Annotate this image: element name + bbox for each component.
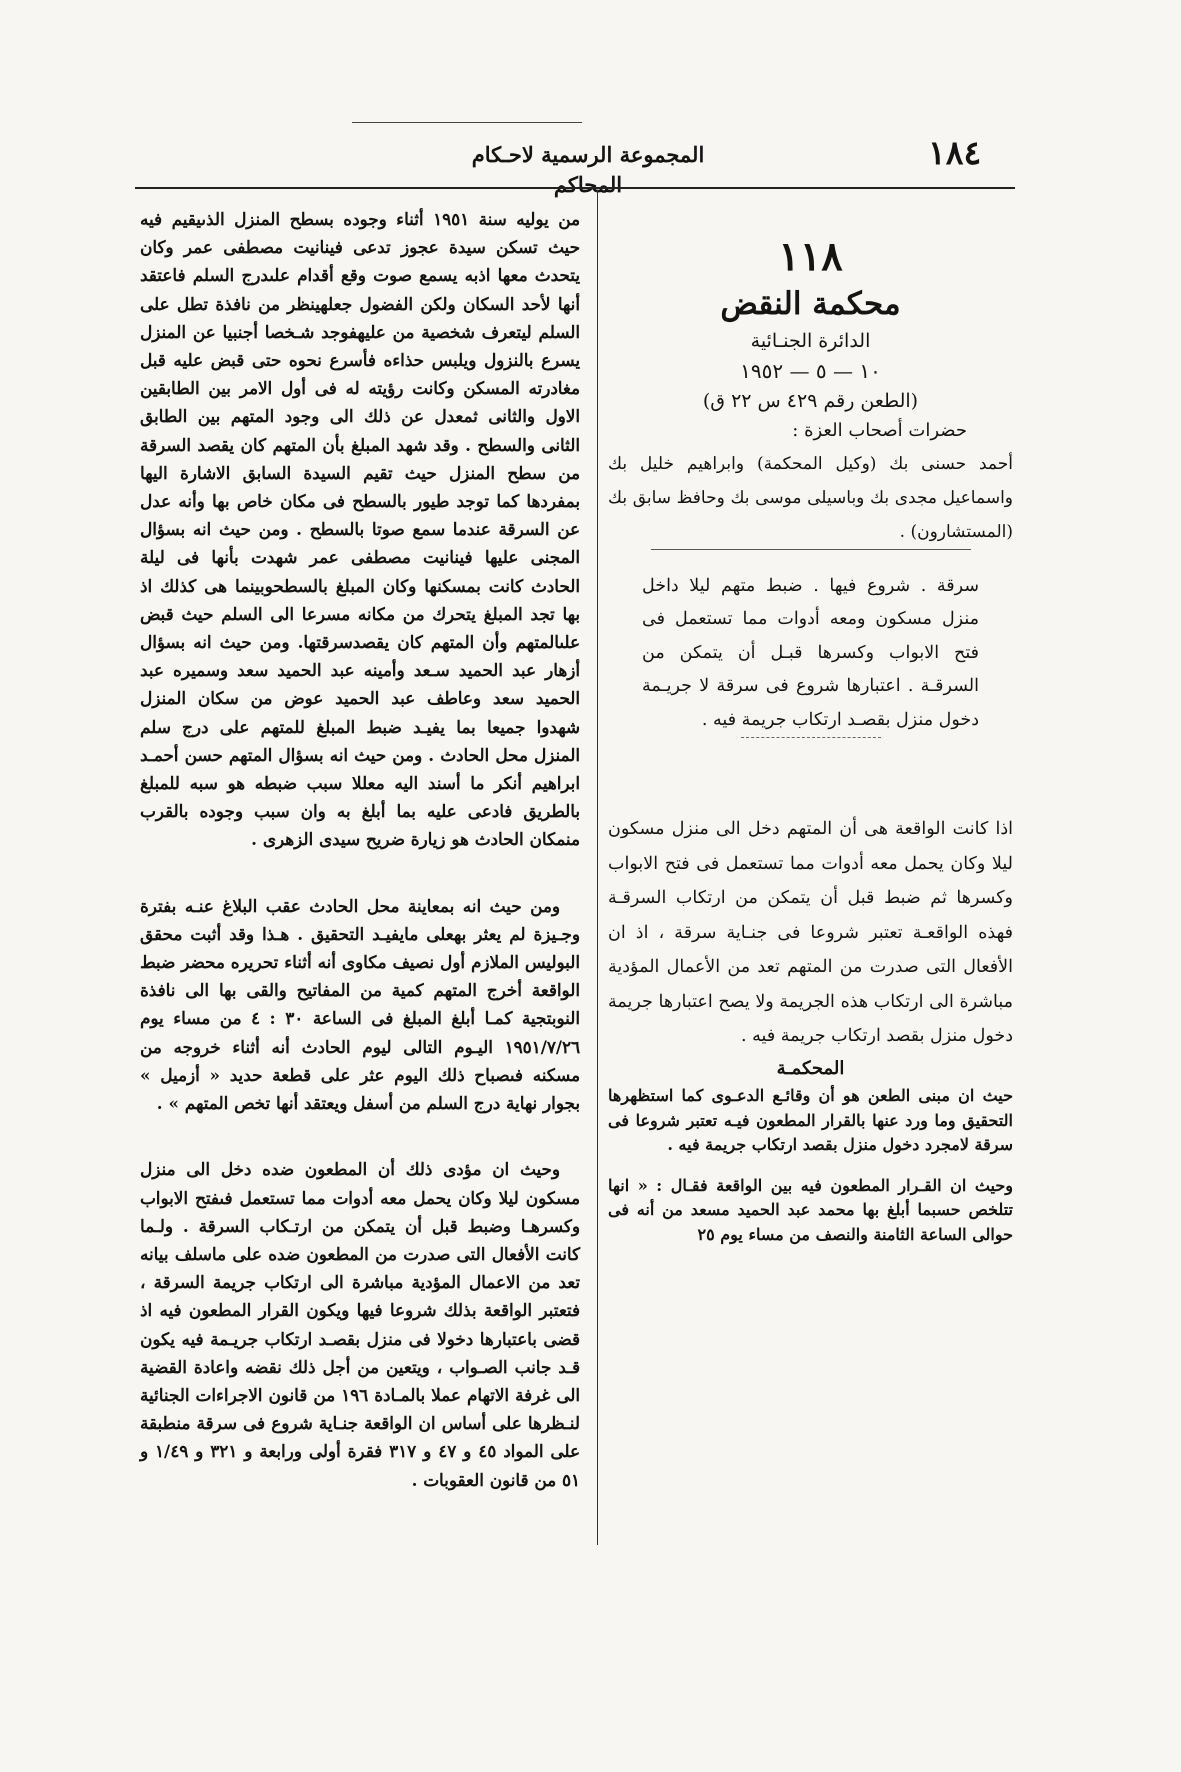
body-paragraph: وحيث ان مؤدى ذلك أن المطعون ضده دخل الى منزل مسكون ليلا وكان يحمل معه أدوات مما تستعمل فىفتح الابواب وكسرهـا وضبط قبل أن يتمكن من ارتـكاب السرقة . ولـما كانت الأفعال التى صدرت من المطعون ضده على ماسلف بيانه تعد من الاعمال المؤدية مباشرة الى ارتكاب جريمة السرقة ، فتعتبر الواقعة بذلك شروعا فيها ويكون القرار المطعون فيه اذ قضى باعتبارها دخولا فى منزل بقصـد ارتكاب جريـمة فيه يكون قـد جانب الصـواب ، ويتعين من أجل ذلك نقضه واعادة القضية الى غرفة الاتهام عملا بالمـادة ١٩٦ من قانون الاجراءات الجنائية لنـظرها على أساس ان الواقعة جنـاية شروع فى سرقة منطبقة على المواد ٤٥ و ٤٧ و ٣١٧ فقرة أولى ورابعة و ٣٢١ و ١/٤٩ و ٥١ من قانون العقوبات .: [140, 1159, 580, 1490]
separator-rule: [651, 549, 971, 550]
session-date: ١٠ — ٥ — ١٩٥٢: [740, 359, 881, 383]
page-number: ١٨٤: [928, 133, 982, 172]
right-column: [608, 232, 1013, 1263]
facts-paragraph: اذا كانت الواقعة هى أن المتهم دخل الى منزل مسكون ليلا وكان يحمل معه أدوات مما تستعمل فى فتح الابواب وكسرها ثم ضبط قبل أن يتمكن من ارتكاب السرقـة فهذه الواقعـة تعتبر شروعا فى جنـاية سرقة ، اذ ان الأفعال التى صدرت من المتهم تعد من الأعمال المؤدية مباشرة الى ارتكاب هذه الجريمة ولا يصح اعتبارها جريمة دخول منزل بقصد ارتكاب جريمة فيه .: [608, 819, 1013, 1046]
body-paragraph: ومن حيث انه بمعاينة محل الحادث عقب البلاغ عنـه بفترة وجـيزة لم يعثر بهعلى مايفيـد التحقيق . هـذا وقد أثبت محقق البوليس الملازم أول نصيف مكاوى أنه أثناء تحريره محضر ضبط الواقعة أخرج المتهم كمية من المفاتيح والقى بها الى نافذة النوبتجية كمـا أبلغ المبلغ فى الساعة ٣٠ : ٤ من مساء يوم ١٩٥١/٧/٢٦ اليـوم التالى ليوم الحادث أنه أثناء خروجه من مسكنه فىصباح ذلك اليوم عثر على قطعة حديد « أزميل » بجوار نهاية درج السلم من أسفل ويعتقد أنها تخص المتهم » .: [140, 895, 580, 1114]
column-divider: [597, 190, 598, 1545]
reasoning-block: [608, 1084, 1013, 1247]
section-title: المحكمـة: [776, 1057, 845, 1079]
headnote: سرقة . شروع فيها . ضبط متهم ليلا داخل منزل مسكون ومعه أدوات مما تستعمل فى فتح الابواب وكسرها قبـل أن يتمكن من السرقـة . اعتبارها شروع فى سرقة لا جريـمة دخول منزل بقصـد ارتكاب جريمة فيه .: [642, 575, 979, 730]
header-rule: [135, 187, 1015, 189]
top-rule: [352, 122, 582, 123]
appeal-number: (الطعن رقم ٤٢٩ س ٢٢ ق): [702, 390, 919, 412]
body-paragraph: من يوليه سنة ١٩٥١ أثناء وجوده بسطح المنزل الذىيقيم فيه حيث تسكن سيدة عجوز تدعى فينانيت مصطفى عمر وكان يتحدث معها اذبه يسمع صوت وقع أقدام علىدرج السلم فاعتقد أنها لأحد السكان ولكن الفضول جعلهينظر من نافذة تطل على السلم ليتعرف شخصية من عليهفوجد شـخصا أجنبيا عن المنزل يسرع بالنزول ويلبس حذاءه فأسرع نحوه حتى قبض عليه قبل مغادرته المسكن وكانت رؤيته له فى أول الامر بين الطابقين الاول والثانى ثمعدل عن ذلك الى وجود المتهم بين الطابق الثانى والسطح . وقد شهد المبلغ بأن المتهم كان يقصد السرقة من سطح المنزل حيث تقيم السيدة السابق الاشارة اليها بمفردها كما توجد طيور بالسطح فى مكان خاص بها وأنه عدل عن السرقة عندما سمع صوتا بالسطح . ومن حيث انه بسؤال المجنى عليها فينانيت مصطفى عمر شهدت بأنها فى ليلة الحادث كانت بمسكنها وكان المبلغ بالسطحوبينما هى كذلك اذ بها تجد المبلغ يتحرك من مكانه مسرعا الى السلم حيث قبض علىالمتهم وأن المتهم كان يقصدسرقتها. ومن حيث انه بسؤال أزهار عبد الحميد سـعد وأمينه عبد الحميد سعد وسميره عبد الحميد سعد وعاطف عبد الحميد عوض من سكان المنزل شهدوا جميعا بما يفيـد ضبط المبلغ للمتهم على درج سلم المنزل محل الحادث . ومن حيث انه بسؤال المتهم حسن أحمـد ابراهيم أنكر ما أسند اليه معللا سبب ضبطه هو سبه للمبلغ بالطريق فادعى عليه بما أبلغ به وان سبب وجوده بالقرب منمكان الحادث هو زيارة ضريح سيدى الزهرى .: [140, 209, 580, 850]
judges-list: أحمد حسنى بك (وكيل المحكمة) وابراهيم خليل بك واسماعيل مجدى بك وباسيلى موسى بك وحافظ سابق بك (المستشارون) .: [608, 453, 1013, 542]
reasoning-paragraph: حيث ان مبنى الطعن هو أن وقائـع الدعـوى كما استظهرها التحقيق وما ورد عنها بالقرار المطعون فيـه تعتبر شروعا فى سرقة لامجرد دخول منزل بقصد ارتكاب جريمة فيه .: [608, 1086, 1013, 1154]
reasoning-paragraph: وحيث ان القـرار المطعون فيه بين الواقعة فقـال : « انها تتلخص حسبما أبلغ بها محمد عبد الحميد مسعد من أنه فى حوالى الساعة الثامنة والنصف من مساء يوم ٢٥: [608, 1175, 1013, 1244]
separator-dashed: [741, 737, 881, 738]
salutation: حضرات أصحاب العزة :: [792, 420, 967, 441]
court-name: محكمة النقض: [720, 286, 901, 322]
court-circuit: الدائرة الجنـائية: [750, 330, 871, 352]
case-number: ١١٨: [778, 233, 843, 280]
running-title: المجموعة الرسمية لاحـكام المحاكم: [471, 142, 705, 197]
left-column: [140, 205, 580, 1532]
